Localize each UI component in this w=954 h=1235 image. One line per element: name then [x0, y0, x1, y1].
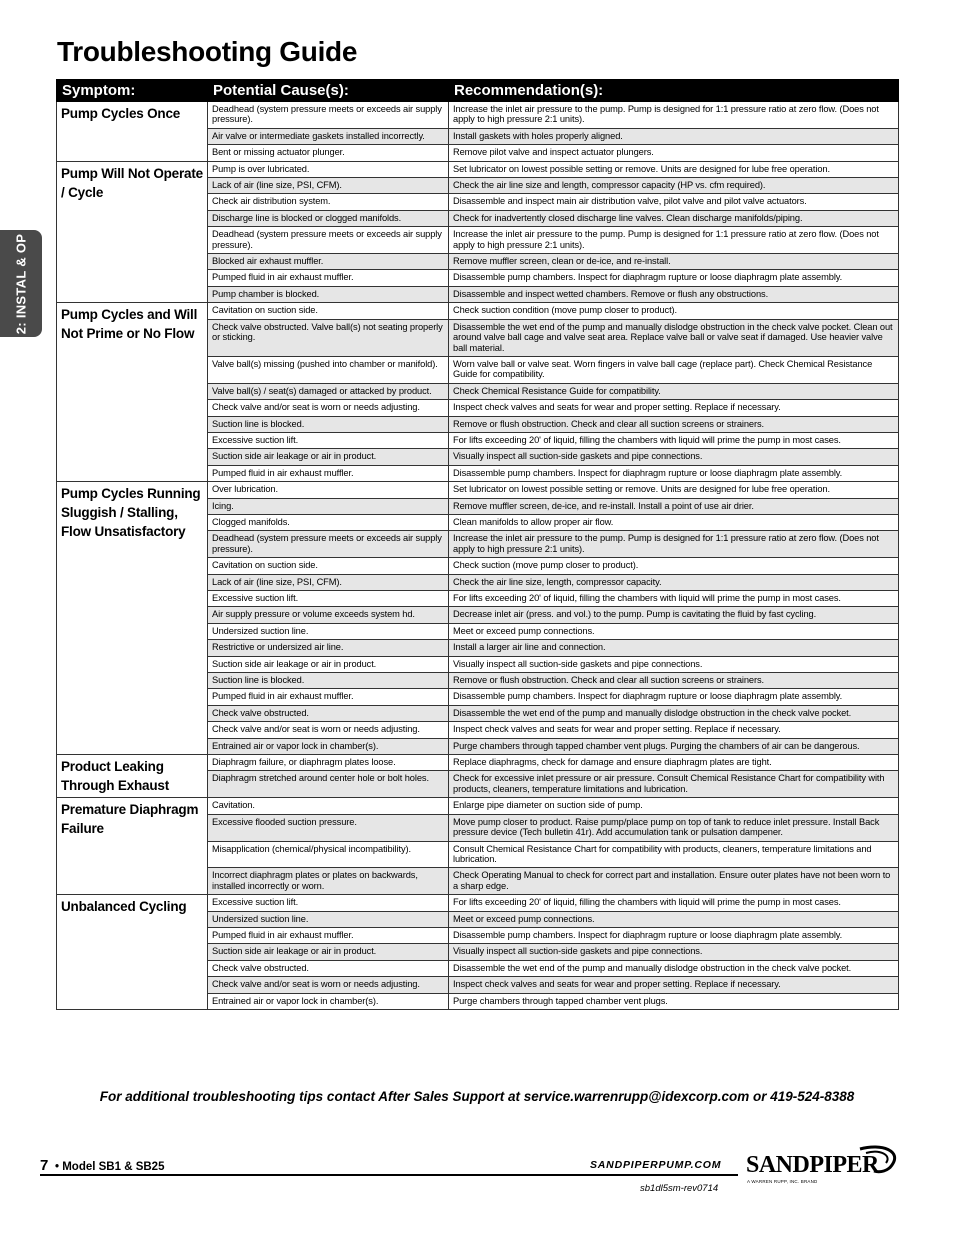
cause-cell: Restrictive or undersized air line.	[208, 640, 449, 656]
cause-cell: Misapplication (chemical/physical incompatibility).	[208, 841, 449, 868]
table-row	[57, 798, 899, 814]
recommendation-cell: Check the air line size, length, compressor capacity.	[449, 574, 899, 590]
cause-cell: Check valve and/or seat is worn or needs adjusting.	[208, 722, 449, 738]
recommendation-cell: Remove or flush obstruction. Check and clear all suction screens or strainers.	[449, 416, 899, 432]
cause-cell: Entrained air or vapor lock in chamber(s).	[208, 993, 449, 1009]
recommendation-cell: Install a larger air line and connection.	[449, 640, 899, 656]
recommendation-cell: Install gaskets with holes properly aligned.	[449, 128, 899, 144]
cause-cell: Suction side air leakage or air in product.	[208, 449, 449, 465]
cause-cell: Lack of air (line size, PSI, CFM).	[208, 574, 449, 590]
logo-text: SANDPIPER	[746, 1152, 879, 1178]
table-header-row	[57, 80, 899, 102]
cause-cell: Excessive suction lift.	[208, 895, 449, 911]
recommendation-cell: Check Operating Manual to check for correct part and installation. Ensure outer plates have not been worn to a sharp edge.	[449, 868, 899, 895]
recommendation-cell: Enlarge pipe diameter on suction side of pump.	[449, 798, 899, 814]
cause-cell: Excessive suction lift.	[208, 591, 449, 607]
symptom-cell: Pump Will Not Operate / Cycle	[57, 161, 208, 303]
cause-cell: Suction side air leakage or air in product.	[208, 656, 449, 672]
table-row	[57, 895, 899, 911]
recommendation-cell: Check for inadvertently closed discharge line valves. Clean discharge manifolds/piping.	[449, 210, 899, 226]
page-title: Troubleshooting Guide	[57, 36, 358, 67]
recommendation-cell: Inspect check valves and seats for wear and proper setting. Replace if necessary.	[449, 400, 899, 416]
cause-cell: Icing.	[208, 498, 449, 514]
recommendation-cell: Inspect check valves and seats for wear and proper setting. Replace if necessary.	[449, 977, 899, 993]
symptom-cell: Pump Cycles Running Sluggish / Stalling, Flow Unsatisfactory	[57, 482, 208, 755]
cause-cell: Cavitation.	[208, 798, 449, 814]
cause-cell: Cavitation on suction side.	[208, 303, 449, 319]
cause-cell: Pumped fluid in air exhaust muffler.	[208, 465, 449, 481]
website-label: SANDPIPERPUMP.COM	[590, 1159, 722, 1171]
cause-cell: Diaphragm stretched around center hole or bolt holes.	[208, 771, 449, 798]
cause-cell: Deadhead (system pressure meets or exceeds air supply pressure).	[208, 102, 449, 129]
recommendation-cell: Visually inspect all suction-side gaskets and pipe connections.	[449, 944, 899, 960]
recommendation-cell: Consult Chemical Resistance Chart for compatibility with products, cleaners, temperature limitations and lubrication.	[449, 841, 899, 868]
model-label: • Model SB1 & SB25	[55, 1161, 165, 1173]
recommendation-cell: Meet or exceed pump connections.	[449, 911, 899, 927]
recommendation-cell: Increase the inlet air pressure to the pump. Pump is designed for 1:1 pressure ratio at zero flow. (Does not apply to high pressure 2:1 units).	[449, 531, 899, 558]
recommendation-cell: Disassemble and inspect wetted chambers. Remove or flush any obstructions.	[449, 286, 899, 302]
symptom-cell: Premature Diaphragm Failure	[57, 798, 208, 895]
cause-cell: Incorrect diaphragm plates or plates on backwards, installed incorrectly or worn.	[208, 868, 449, 895]
recommendation-cell: Increase the inlet air pressure to the pump. Pump is designed for 1:1 pressure ratio at zero flow. (Does not apply to high pressure 2:1 units).	[449, 102, 899, 129]
cause-cell: Check valve obstructed. Valve ball(s) not seating properly or sticking.	[208, 319, 449, 356]
cause-cell: Cavitation on suction side.	[208, 558, 449, 574]
cause-cell: Check valve obstructed.	[208, 705, 449, 721]
header-cause: Potential Cause(s):	[208, 80, 449, 102]
cause-cell: Air valve or intermediate gaskets installed incorrectly.	[208, 128, 449, 144]
symptom-cell: Pump Cycles Once	[57, 102, 208, 162]
recommendation-cell: Move pump closer to product. Raise pump/place pump on top of tank to reduce inlet pressure. Install Back pressure device (Tech bulletin 41r). Add accumulation tank or pulsation dampener.	[449, 814, 899, 841]
cause-cell: Pump is over lubricated.	[208, 161, 449, 177]
cause-cell: Over lubrication.	[208, 482, 449, 498]
cause-cell: Air supply pressure or volume exceeds system hd.	[208, 607, 449, 623]
recommendation-cell: For lifts exceeding 20' of liquid, filling the chambers with liquid will prime the pump in most cases.	[449, 591, 899, 607]
recommendation-cell: Disassemble pump chambers. Inspect for diaphragm rupture or loose diaphragm plate assembly.	[449, 927, 899, 943]
recommendation-cell: Replace diaphragms, check for damage and ensure diaphragm plates are tight.	[449, 755, 899, 771]
cause-cell: Entrained air or vapor lock in chamber(s).	[208, 738, 449, 754]
page-number: 7	[40, 1157, 49, 1174]
cause-cell: Bent or missing actuator plunger.	[208, 145, 449, 161]
recommendation-cell: Check Chemical Resistance Guide for compatibility.	[449, 383, 899, 399]
support-contact-note: For additional troubleshooting tips contact After Sales Support at service.warrenrupp@idexcorp.com or 419-524-8388	[99, 1089, 855, 1104]
header-symptom: Symptom:	[57, 80, 208, 102]
cause-cell: Check valve and/or seat is worn or needs adjusting.	[208, 400, 449, 416]
recommendation-cell: Disassemble the wet end of the pump and manually dislodge obstruction in the check valve pocket.	[449, 705, 899, 721]
cause-cell: Blocked air exhaust muffler.	[208, 254, 449, 270]
cause-cell: Check air distribution system.	[208, 194, 449, 210]
recommendation-cell: Check suction condition (move pump closer to product).	[449, 303, 899, 319]
recommendation-cell: Visually inspect all suction-side gaskets and pipe connections.	[449, 449, 899, 465]
cause-cell: Excessive flooded suction pressure.	[208, 814, 449, 841]
recommendation-cell: Decrease inlet air (press. and vol.) to the pump. Pump is cavitating the fluid by fast cycling.	[449, 607, 899, 623]
recommendation-cell: Check suction (move pump closer to product).	[449, 558, 899, 574]
cause-cell: Check valve and/or seat is worn or needs adjusting.	[208, 977, 449, 993]
cause-cell: Undersized suction line.	[208, 623, 449, 639]
recommendation-cell: Disassemble pump chambers. Inspect for diaphragm rupture or loose diaphragm plate assembly.	[449, 689, 899, 705]
cause-cell: Deadhead (system pressure meets or exceeds air supply pressure).	[208, 531, 449, 558]
recommendation-cell: Disassemble pump chambers. Inspect for diaphragm rupture or loose diaphragm plate assembly.	[449, 270, 899, 286]
recommendation-cell: Remove muffler screen, clean or de-ice, and re-install.	[449, 254, 899, 270]
cause-cell: Discharge line is blocked or clogged manifolds.	[208, 210, 449, 226]
cause-cell: Diaphragm failure, or diaphragm plates loose.	[208, 755, 449, 771]
cause-cell: Undersized suction line.	[208, 911, 449, 927]
recommendation-cell: Disassemble pump chambers. Inspect for diaphragm rupture or loose diaphragm plate assembly.	[449, 465, 899, 481]
cause-cell: Valve ball(s) / seat(s) damaged or attacked by product.	[208, 383, 449, 399]
sandpiper-logo	[742, 1141, 902, 1189]
section-tab-label: 2: INSTAL & OP	[13, 233, 29, 334]
recommendation-cell: Purge chambers through tapped chamber vent plugs.	[449, 993, 899, 1009]
cause-cell: Clogged manifolds.	[208, 514, 449, 530]
document-code: sb1dl5sm-rev0714	[640, 1183, 719, 1194]
recommendation-cell: Clean manifolds to allow proper air flow.	[449, 514, 899, 530]
recommendation-cell: Increase the inlet air pressure to the pump. Pump is designed for 1:1 pressure ratio at zero flow. (Does not apply to high pressure 2:1 units).	[449, 227, 899, 254]
troubleshooting-table	[56, 79, 899, 1010]
recommendation-cell: Disassemble and inspect main air distribution valve, pilot valve and pilot valve actuators.	[449, 194, 899, 210]
section-tab	[0, 230, 42, 337]
cause-cell: Valve ball(s) missing (pushed into chamber or manifold).	[208, 356, 449, 383]
recommendation-cell: Remove muffler screen, de-ice, and re-install. Install a point of use air drier.	[449, 498, 899, 514]
recommendation-cell: Worn valve ball or valve seat. Worn fingers in valve ball cage (replace part). Check Chemical Resistance Guide for compatibility.	[449, 356, 899, 383]
table-row	[57, 102, 899, 129]
cause-cell: Lack of air (line size, PSI, CFM).	[208, 178, 449, 194]
recommendation-cell: Meet or exceed pump connections.	[449, 623, 899, 639]
recommendation-cell: Remove pilot valve and inspect actuator plungers.	[449, 145, 899, 161]
recommendation-cell: For lifts exceeding 20' of liquid, filling the chambers with liquid will prime the pump in most cases.	[449, 895, 899, 911]
cause-cell: Excessive suction lift.	[208, 432, 449, 448]
recommendation-cell: For lifts exceeding 20' of liquid, filling the chambers with liquid will prime the pump in most cases.	[449, 432, 899, 448]
symptom-cell: Unbalanced Cycling	[57, 895, 208, 1010]
header-recommendation: Recommendation(s):	[449, 80, 899, 102]
footer-divider	[40, 1174, 738, 1176]
recommendation-cell: Visually inspect all suction-side gaskets and pipe connections.	[449, 656, 899, 672]
logo-subtext: A WARREN RUPP, INC. BRAND	[747, 1179, 818, 1184]
cause-cell: Deadhead (system pressure meets or exceeds air supply pressure).	[208, 227, 449, 254]
symptom-cell: Pump Cycles and Will Not Prime or No Flow	[57, 303, 208, 482]
cause-cell: Pumped fluid in air exhaust muffler.	[208, 270, 449, 286]
cause-cell: Pump chamber is blocked.	[208, 286, 449, 302]
recommendation-cell: Set lubricator on lowest possible setting or remove. Units are designed for lube free operation.	[449, 482, 899, 498]
table-row	[57, 303, 899, 319]
table-row	[57, 161, 899, 177]
cause-cell: Pumped fluid in air exhaust muffler.	[208, 927, 449, 943]
table-row	[57, 482, 899, 498]
recommendation-cell: Disassemble the wet end of the pump and manually dislodge obstruction in the check valve pocket. Clean out around valve ball cage and valve seat area. Replace valve ball or valve seat if damaged. Use heavier valve ball material.	[449, 319, 899, 356]
recommendation-cell: Disassemble the wet end of the pump and manually dislodge obstruction in the check valve pocket.	[449, 960, 899, 976]
cause-cell: Suction side air leakage or air in product.	[208, 944, 449, 960]
recommendation-cell: Check for excessive inlet pressure or air pressure. Consult Chemical Resistance Chart for compatibility with products, cleaners, temperature limitations and lubrication.	[449, 771, 899, 798]
recommendation-cell: Check the air line size and length, compressor capacity (HP vs. cfm required).	[449, 178, 899, 194]
cause-cell: Suction line is blocked.	[208, 416, 449, 432]
symptom-cell: Product Leaking Through Exhaust	[57, 755, 208, 798]
table-body	[57, 102, 899, 1010]
table-row	[57, 755, 899, 771]
cause-cell: Pumped fluid in air exhaust muffler.	[208, 689, 449, 705]
recommendation-cell: Remove or flush obstruction. Check and clear all suction screens or strainers.	[449, 673, 899, 689]
cause-cell: Suction line is blocked.	[208, 673, 449, 689]
recommendation-cell: Set lubricator on lowest possible setting or remove. Units are designed for lube free operation.	[449, 161, 899, 177]
recommendation-cell: Purge chambers through tapped chamber vent plugs. Purging the chambers of air can be dangerous.	[449, 738, 899, 754]
recommendation-cell: Inspect check valves and seats for wear and proper setting. Replace if necessary.	[449, 722, 899, 738]
cause-cell: Check valve obstructed.	[208, 960, 449, 976]
